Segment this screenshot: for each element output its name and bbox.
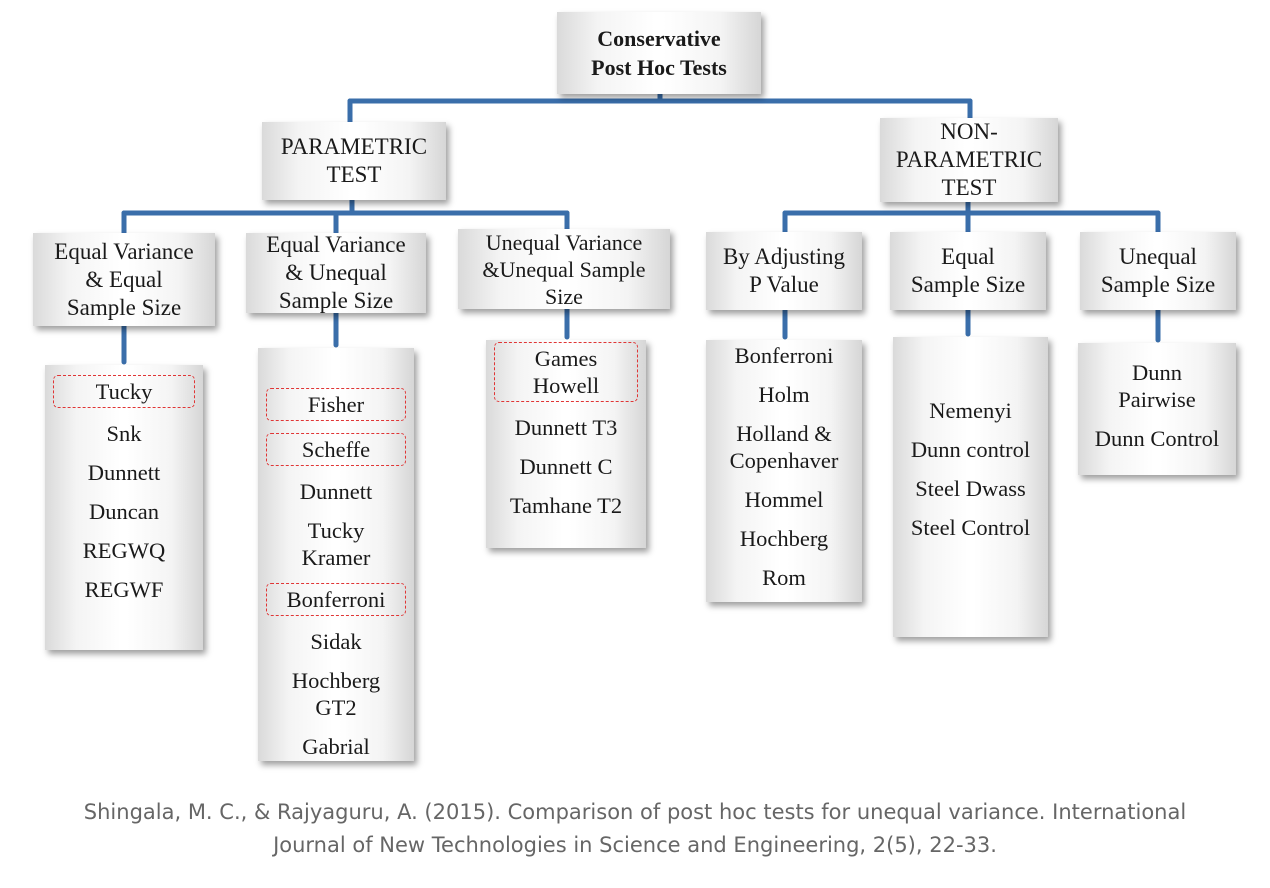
test-item: [486, 453, 646, 480]
test-item: [706, 342, 862, 369]
test-item-text: Howell: [532, 373, 600, 398]
branch-non-parametric-test-line: TEST: [941, 175, 997, 200]
test-list: [45, 365, 203, 650]
test-item-text: Bonferroni: [734, 343, 834, 368]
branch-non-parametric-test-line: PARAMETRIC: [895, 147, 1043, 172]
test-item-text: Hochberg: [739, 526, 829, 551]
test-item: [258, 667, 414, 721]
test-item-text: Hommel: [744, 487, 824, 512]
category-node-line: Size: [545, 283, 583, 309]
category-node-line: Unequal: [1119, 244, 1197, 269]
branch-non-parametric-test: [880, 118, 1058, 202]
branch-non-parametric-test-line: NON-: [940, 119, 998, 144]
test-item-text: Tamhane T2: [509, 493, 623, 518]
test-item-text: Snk: [106, 421, 142, 446]
test-item: [706, 486, 862, 513]
test-item-text: Dunnett: [299, 479, 373, 504]
highlighted-test-item: [266, 388, 406, 421]
category-node: [458, 229, 670, 309]
test-item-text: Pairwise: [1118, 387, 1196, 412]
test-item: [706, 381, 862, 408]
test-item-text: Holm: [758, 382, 810, 407]
test-item: [893, 475, 1048, 502]
test-item-text: GT2: [315, 695, 357, 720]
test-item: [706, 420, 862, 474]
test-item-text: REGWQ: [82, 538, 166, 563]
test-list: [486, 340, 646, 548]
branch-parametric-test-line: TEST: [326, 162, 382, 187]
test-item-text: Rom: [762, 565, 806, 590]
category-node-line: Equal Variance: [266, 232, 406, 257]
category-node-line: P Value: [749, 272, 819, 297]
test-list: [258, 348, 414, 761]
test-item: [1078, 425, 1236, 452]
test-item-text: Steel Control: [910, 515, 1031, 540]
category-node-line: &Unequal Sample: [482, 256, 646, 282]
test-item-text: Steel Dwass: [915, 476, 1026, 501]
test-item-text: Fisher: [307, 392, 365, 417]
test-item-text: Holland &: [736, 421, 832, 446]
root-node-conservative-post-hoc-tests: [557, 12, 761, 94]
test-item-text: Dunn control: [910, 437, 1031, 462]
test-item: [45, 420, 203, 447]
category-node-line: Equal: [941, 244, 995, 269]
category-node-line: & Unequal: [285, 260, 387, 285]
test-item-text: Dunnett T3: [514, 415, 618, 440]
test-item-text: Bonferroni: [286, 587, 386, 612]
category-node-line: Equal Variance: [54, 238, 194, 264]
test-item-text: Dunn: [1132, 360, 1182, 385]
test-item-text: Duncan: [89, 499, 159, 524]
test-item-text: Kramer: [301, 545, 371, 570]
test-item-text: Hochberg: [291, 668, 381, 693]
branch-parametric-test: [262, 122, 446, 200]
test-item: [45, 576, 203, 603]
test-item: [706, 564, 862, 591]
test-item: [486, 414, 646, 441]
test-item: [706, 525, 862, 552]
category-node-line: Sample Size: [1100, 272, 1216, 297]
test-item-text: Dunnett C: [519, 454, 613, 479]
test-item: [45, 498, 203, 525]
highlighted-test-item: [266, 583, 406, 616]
highlighted-test-item: [53, 375, 195, 408]
caption-line-1: Shingala, M. C., & Rajyaguru, A. (2015). Comparison of post hoc tests for unequal variance. International: [83, 800, 1187, 824]
test-item-text: Scheffe: [301, 437, 371, 462]
test-list: [706, 340, 862, 602]
category-node: [706, 232, 862, 310]
test-item-text: Tucky: [95, 379, 153, 404]
test-item-text: Tucky: [307, 518, 365, 543]
category-node-line: Sample Size: [66, 294, 182, 320]
highlighted-test-item: [494, 342, 638, 402]
test-item: [258, 733, 414, 760]
category-node-line: Sample Size: [910, 272, 1026, 297]
test-item-text: Nemenyi: [929, 398, 1012, 423]
test-item: [893, 514, 1048, 541]
test-item-text: Games: [534, 346, 598, 371]
highlighted-test-item: [266, 433, 406, 466]
test-item-text: Dunn Control: [1094, 426, 1220, 451]
test-item-text: Sidak: [310, 629, 362, 654]
category-node-line: & Equal: [85, 266, 163, 292]
test-item: [258, 628, 414, 655]
test-item: [893, 397, 1048, 424]
root-node-conservative-post-hoc-tests-line: Conservative: [597, 26, 721, 51]
citation-caption: [0, 796, 1270, 862]
test-item: [1078, 359, 1236, 413]
category-node-line: Unequal Variance: [485, 229, 643, 255]
test-item: [258, 478, 414, 505]
branch-parametric-test-line: PARAMETRIC: [280, 134, 428, 159]
category-node: [246, 233, 426, 313]
category-node: [1080, 232, 1236, 310]
test-item: [893, 436, 1048, 463]
root-node-conservative-post-hoc-tests-line: Post Hoc Tests: [591, 55, 727, 80]
test-item-text: Copenhaver: [729, 448, 839, 473]
test-list: [893, 337, 1048, 637]
category-node-line: Sample Size: [278, 288, 394, 313]
test-item-text: Gabrial: [302, 734, 370, 759]
test-item: [258, 517, 414, 571]
category-node: [890, 232, 1046, 310]
test-item-text: Dunnett: [87, 460, 161, 485]
test-item: [45, 459, 203, 486]
caption-line-2: Journal of New Technologies in Science and Engineering, 2(5), 22-33.: [273, 833, 997, 857]
category-node: [33, 233, 215, 326]
test-list: [1078, 343, 1236, 475]
test-item: [45, 537, 203, 564]
category-node-line: By Adjusting: [722, 244, 846, 269]
test-item: [486, 492, 646, 519]
test-item-text: REGWF: [84, 577, 164, 602]
